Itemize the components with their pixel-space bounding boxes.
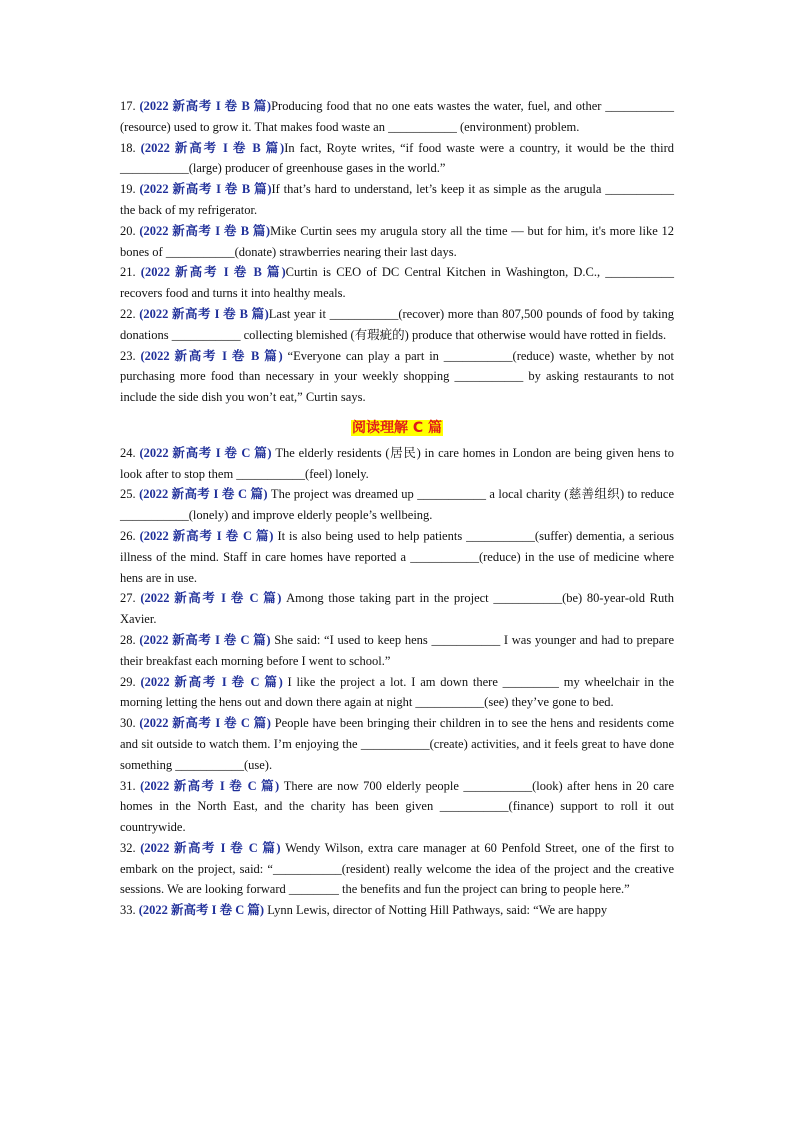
question-item	[120, 138, 674, 180]
question-item	[120, 672, 674, 714]
question-source: (2022 新高考 I 卷 B 篇)	[140, 140, 285, 155]
question-number: 17.	[120, 99, 136, 113]
question-number: 24.	[120, 445, 136, 460]
question-text: The elderly residents (居民) in care homes in London are being given hens to look after to stop them ___________(feel) lonely.	[120, 445, 675, 481]
question-text: I like the project a lot. I am down there _________ my wheelchair in the morning letting the hens out and down there again at night ___________(see) they’ve gone to bed.	[120, 674, 675, 710]
question-text: Producing food that no one eats wastes the water, fuel, and other ___________ (resource) used to grow it. That makes food waste an ___________ (environment) problem.	[120, 99, 675, 134]
question-item	[120, 484, 674, 526]
question-item	[120, 526, 674, 588]
question-number: 21.	[120, 265, 136, 280]
question-text: Among those taking part in the project ___________(be) 80-year-old Ruth Xavier.	[120, 591, 674, 627]
question-text: Lynn Lewis, director of Notting Hill Pathways, said: “We are happy	[264, 903, 608, 918]
question-item	[120, 262, 674, 304]
question-item	[120, 346, 674, 408]
question-number: 28.	[120, 632, 136, 647]
question-text: Last year it ___________(recover) more than 807,500 pounds of food by taking donations ___________ collecting blemished (有瑕疵的) produce that otherwise would have rotted in fields.	[120, 306, 675, 342]
question-number: 29.	[120, 674, 136, 689]
question-source: (2022 新高考 I 卷 B 篇)	[139, 306, 269, 321]
question-source: (2022 新高考 I 卷 C 篇)	[138, 903, 265, 918]
question-source: (2022 新高考 I 卷 C 篇)	[140, 840, 281, 855]
document-page	[120, 96, 674, 921]
question-number: 27.	[120, 591, 136, 606]
question-source: (2022 新高考 I 卷 C 篇)	[140, 778, 280, 793]
section-b-questions	[120, 96, 674, 408]
section-c-questions	[120, 443, 674, 921]
section-c-title: 阅读理解 C 篇	[351, 419, 443, 436]
question-source: (2022 新高考 I 卷 B 篇)	[139, 99, 272, 113]
question-source: (2022 新高考 I 卷 C 篇)	[139, 445, 272, 460]
question-text: In fact, Royte writes, “if food waste were a country, it would be the third ___________(large) producer of greenhouse gases in the world.”	[120, 140, 675, 176]
question-source: (2022 新高考 I 卷 B 篇)	[139, 182, 272, 197]
question-text: She said: “I used to keep hens ___________ I was younger and had to prepare their breakfast each morning before I went to school.”	[120, 632, 675, 668]
question-source: (2022 新高考 I 卷 C 篇)	[140, 591, 282, 606]
section-heading	[120, 418, 674, 439]
question-item	[120, 221, 674, 263]
question-item	[120, 179, 674, 221]
question-text: “Everyone can play a part in ___________(reduce) waste, whether by not purchasing more food than necessary in your weekly shopping ___________ by asking restaurants to not include the side dish you won’t eat,” Curtin says.	[120, 348, 674, 405]
question-number: 25.	[120, 487, 136, 502]
question-number: 18.	[120, 140, 136, 155]
question-text: The project was dreamed up ___________ a local charity (慈善组织) to reduce ___________(lonely) and improve elderly people’s wellbeing.	[120, 487, 675, 523]
question-number: 33.	[120, 903, 136, 918]
question-source: (2022 新高考 I 卷 B 篇)	[140, 348, 283, 363]
question-number: 19.	[120, 182, 136, 197]
question-text: If that’s hard to understand, let’s keep it as simple as the arugula ___________ the back of my refrigerator.	[120, 182, 674, 217]
question-text: People have been bringing their children in to see the hens and residents come and sit outside to watch them. I’m enjoying the ___________(create) activities, and it feels great to have done something ___________(use).	[120, 716, 675, 772]
question-item	[120, 443, 674, 485]
question-number: 20.	[120, 223, 136, 238]
question-source: (2022 新高考 I 卷 C 篇)	[139, 716, 271, 731]
question-number: 22.	[120, 306, 136, 321]
question-number: 32.	[120, 840, 136, 855]
question-text: Curtin is CEO of DC Central Kitchen in Washington, D.C., ___________ recovers food and turns it into healthy meals.	[120, 265, 674, 301]
question-item	[120, 304, 674, 346]
question-item	[120, 588, 674, 630]
question-item	[120, 900, 674, 921]
question-text: Wendy Wilson, extra care manager at 60 Penfold Street, one of the first to embark on the project, said: “___________(resident) really welcome the idea of the project and the creative sessions. We are looking forward ________ the benefits and fun the project can bring to people here.”	[120, 840, 675, 897]
question-item	[120, 630, 674, 672]
question-text: There are now 700 elderly people ___________(look) after hens in 20 care homes in the North East, and the charity has been given ___________(finance) support to roll it out countrywide.	[120, 778, 675, 835]
question-source: (2022 新高考 I 卷 C 篇)	[139, 487, 268, 502]
question-text: Mike Curtin sees my arugula story all the time — but for him, it's more like 12 bones of ___________(donate) strawberries nearing their last days.	[120, 223, 675, 259]
question-source: (2022 新高考 I 卷 B 篇)	[139, 223, 271, 238]
question-item	[120, 713, 674, 775]
question-source: (2022 新高考 I 卷 B 篇)	[140, 265, 286, 280]
question-number: 23.	[120, 348, 136, 363]
question-item	[120, 838, 674, 900]
question-item	[120, 96, 674, 138]
question-item	[120, 776, 674, 838]
question-number: 30.	[120, 716, 136, 731]
question-number: 31.	[120, 778, 136, 793]
question-text: It is also being used to help patients ___________(suffer) dementia, a serious illness of the mind. Staff in care homes have reported a ___________(reduce) in the use of medicine where hens are in use.	[120, 528, 674, 585]
question-source: (2022 新高考 I 卷 C 篇)	[139, 632, 271, 647]
question-source: (2022 新高考 I 卷 C 篇)	[140, 674, 283, 689]
question-number: 26.	[120, 528, 136, 543]
question-source: (2022 新高考 I 卷 C 篇)	[139, 528, 274, 543]
